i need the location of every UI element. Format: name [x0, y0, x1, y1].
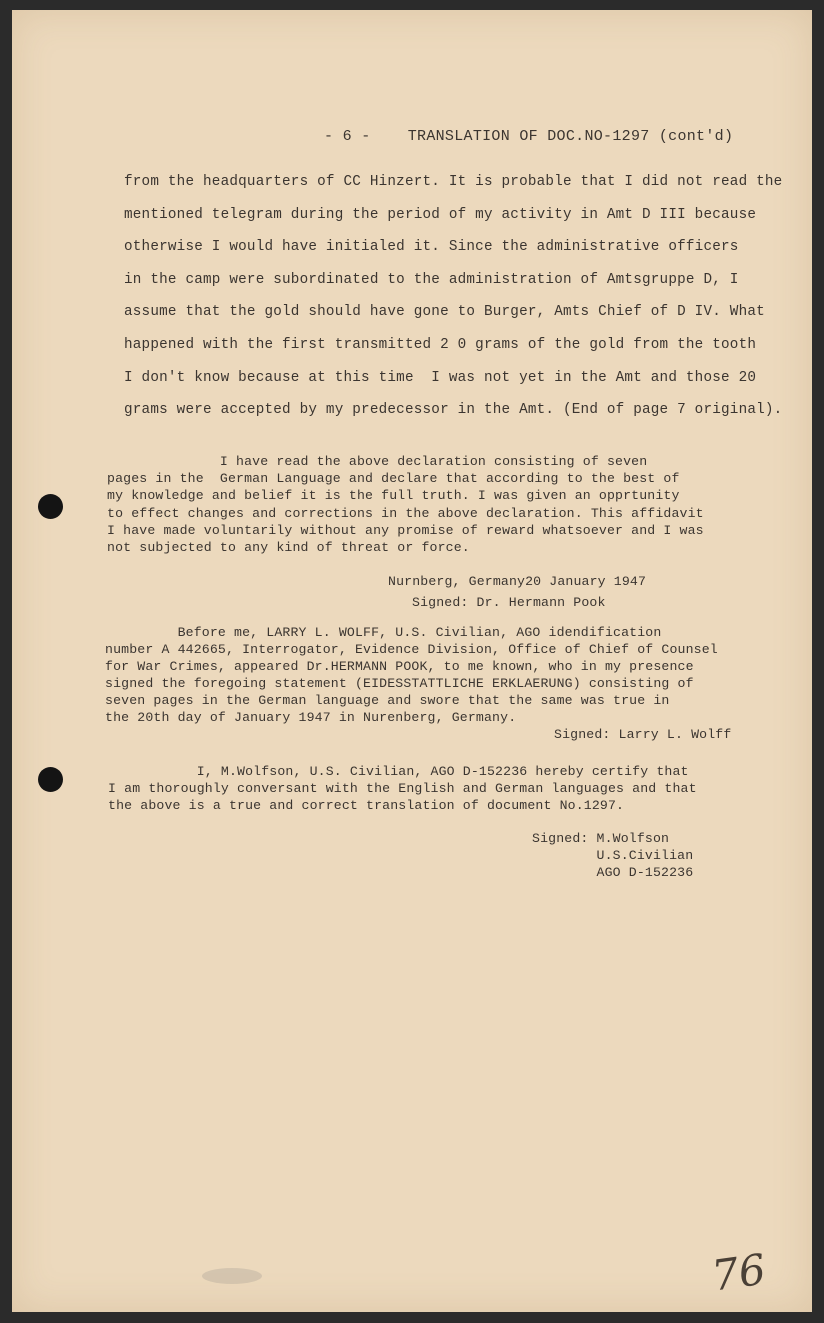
punch-hole [38, 767, 63, 792]
witness-line: Before me, LARRY L. WOLFF, U.S. Civilian, AGO idendification [105, 625, 662, 640]
certification-line: the above is a true and correct translation of document No.1297. [108, 798, 625, 813]
punch-hole [38, 494, 63, 519]
body-line: otherwise I would have initialed it. Since the administrative officers [124, 239, 739, 255]
body-line: mentioned telegram during the period of my activity in Amt D III because [124, 207, 757, 223]
witness-line: seven pages in the German language and swore that the same was true in [105, 693, 670, 708]
body-line: in the camp were subordinated to the administration of Amtsgruppe D, I [124, 272, 739, 288]
body-line: I don't know because at this time I was not yet in the Amt and those 20 [124, 370, 757, 386]
declaration-line: not subjected to any kind of threat or force. [107, 540, 470, 555]
body-line: happened with the first transmitted 2 0 grams of the gold from the tooth [124, 337, 757, 353]
handwritten-page-number: 76 [708, 1244, 769, 1301]
signature-hermann-pook: Signed: Dr. Hermann Pook [412, 595, 606, 610]
witness-line: for War Crimes, appeared Dr.HERMANN POOK, to me known, who in my presence [105, 659, 694, 674]
body-line: assume that the gold should have gone to Burger, Amts Chief of D IV. What [124, 304, 765, 320]
certification-line: I am thoroughly conversant with the English and German languages and that [108, 781, 697, 796]
declaration-line: I have made voluntarily without any promise of reward whatsoever and I was [107, 523, 704, 538]
body-line: from the headquarters of CC Hinzert. It is probable that I did not read the [124, 174, 783, 190]
place-date: Nurnberg, Germany20 January 1947 [388, 574, 647, 589]
wolfson-ago: AGO D-152236 [532, 865, 694, 880]
declaration-line: pages in the German Language and declare that according to the best of [107, 471, 680, 486]
signature-wolfson: Signed: M.Wolfson [532, 831, 670, 846]
witness-line: signed the foregoing statement (EIDESSTATTLICHE ERKLAERUNG) consisting of [105, 676, 694, 691]
page-header: - 6 - TRANSLATION OF DOC.NO-1297 (cont'd) [324, 128, 734, 145]
witness-line: number A 442665, Interrogator, Evidence Division, Office of Chief of Counsel [105, 642, 718, 657]
signature-larry-wolff: Signed: Larry L. Wolff [554, 727, 732, 742]
declaration-line: to effect changes and corrections in the above declaration. This affidavit [107, 506, 704, 521]
declaration-line: I have read the above declaration consisting of seven [107, 454, 648, 469]
document-page [12, 10, 812, 1312]
certification-line: I, M.Wolfson, U.S. Civilian, AGO D-152236 hereby certify that [108, 764, 689, 779]
ink-smudge [202, 1268, 262, 1284]
witness-line: the 20th day of January 1947 in Nurenberg, Germany. [105, 710, 517, 725]
wolfson-title: U.S.Civilian [532, 848, 694, 863]
declaration-line: my knowledge and belief it is the full truth. I was given an opprtunity [107, 488, 680, 503]
body-line: grams were accepted by my predecessor in the Amt. (End of page 7 original). [124, 402, 783, 418]
